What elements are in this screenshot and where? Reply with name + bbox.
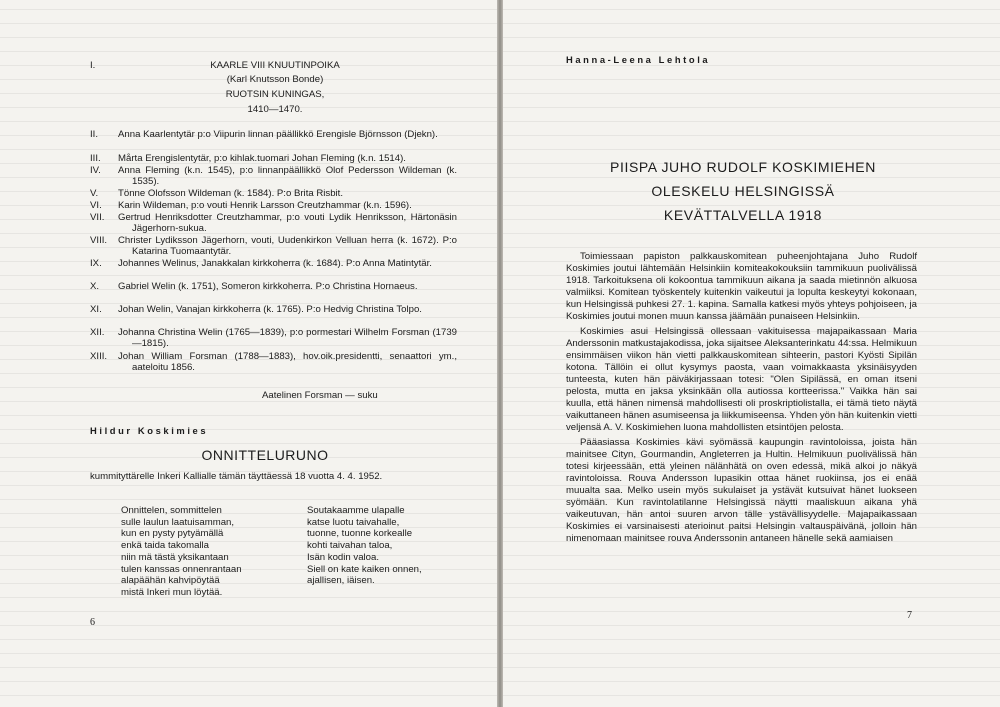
poem-title: ONNITTELURUNO — [201, 447, 329, 463]
gen-number: VIII. — [90, 235, 108, 246]
article-title — [563, 155, 923, 227]
page-number-left: 6 — [90, 617, 95, 628]
gen-entry: Mårta Erengislentytär, p:o kihlak.tuomari Johan Fleming (k.n. 1514). — [118, 153, 406, 164]
gen-entry: Johan William Forsman (1788—1883), hov.oik.presidentti, senaattori ym., aateloitu 1856. — [118, 351, 457, 374]
poem-stanza-1 — [121, 505, 242, 599]
gen-first-years: 1410—1470. — [247, 104, 303, 115]
article-title-line: PIISPA JUHO RUDOLF KOSKIMIEHEN — [610, 159, 876, 175]
article-paragraph: Pääasiassa Koskimies kävi syömässä kaupungin ravintoloissa, joista hän mainitsee Cityn, Gourmandin, Angleterren ja Hultin. Helmikuun puolivälissä hän totesi kirjeessään, että yleinen nälänhätä on oven edessä, mikä alkoi jo näkyä ravintoloissa. Rouva Andersson lupasikin ottaa hänet ruokiinsa, jos ei enää muualta saa. Melko usein myös sukulaiset ja ystävät kutsuivat hänet luokseen syömään. Kun ravintolatilanne Helsingissä näytti maaliskuun aikana yhä vaikeutuvan, hän antoi suuren arvon tälle ystävällisyydelle. Majapaikassaan Koskimies ei varsinaisesti aterioinut paitsi Helsingin valtauspäivänä, jolloin hän nimenomaan mainitsee rouva Anderssonin antaneen hänelle sekä aamiaisen — [566, 437, 917, 544]
gen-first-alt-name: (Karl Knutsson Bonde) — [226, 74, 324, 85]
article-title-line: KEVÄTTALVELLA 1918 — [663, 207, 823, 223]
poem-line: tulen kanssas onnenrantaan — [121, 563, 242, 575]
gen-first-title: RUOTSIN KUNINGAS, — [225, 89, 325, 100]
poem-line: ajallisen, iäisen. — [307, 575, 375, 587]
gen-number: IV. — [90, 165, 101, 176]
gen-number: IX. — [90, 258, 102, 269]
poem-line: kohti taivahan taloa, — [307, 540, 393, 552]
article-body — [566, 251, 917, 548]
gen-number: VI. — [90, 200, 102, 211]
gen-entry: Anna Fleming (k.n. 1545), p:o linnanpäällikkö Olof Pedersson Wildeman (k. 1535). — [118, 165, 457, 188]
gen-number: II. — [90, 129, 98, 140]
gen-number: XII. — [90, 327, 105, 338]
gen-entry: Christer Lydiksson Jägerhorn, vouti, Uudenkirkon Velluan herra (k. 1672). P:o Katarina Tuomaantytär. — [118, 235, 457, 258]
poem-line: sulle laulun laatuisamman, — [121, 516, 235, 528]
poem-line: Onnittelen, sommittelen — [121, 505, 222, 516]
article-author: Hanna-Leena Lehtola — [566, 54, 711, 65]
article-title-line: OLESKELU HELSINGISSÄ — [651, 183, 835, 199]
poem-line: alapäähän kahvipöytää — [121, 575, 220, 587]
gen-entry: Johanna Christina Welin (1765—1839), p:o pormestari Wilhelm Forsman (1739—1815). — [118, 327, 457, 350]
gen-entry: Tönne Olofsson Wildeman (k. 1584). P:o Brita Risbit. — [118, 188, 344, 199]
left-page — [0, 0, 497, 707]
family-line: Aatelinen Forsman — suku — [262, 390, 378, 401]
poem-line: Isän kodin valoa. — [307, 551, 379, 563]
poem-dedication: kummityttärelle Inkeri Kallialle tämän täyttäessä 18 vuotta 4. 4. 1952. — [90, 471, 383, 482]
gen-entry: Gertrud Henriksdotter Creutzhammar, p:o vouti Lydik Henriksson, Härtonäsin Jägerhorn-sukua. — [118, 212, 457, 235]
gen-entry: Johan Welin, Vanajan kirkkoherra (k. 1765). P:o Hedvig Christina Tolpo. — [118, 304, 422, 315]
gen-first-name: KAARLE VIII KNUUTINPOIKA — [210, 60, 340, 71]
poem-line: niin mä tästä yksikantaan — [121, 551, 229, 563]
gen-entry: Johannes Welinus, Janakkalan kirkkoherra (k. 1684). P:o Anna Matintytär. — [118, 258, 432, 269]
article-paragraph: Koskimies asui Helsingissä ollessaan vakituisessa majapaikassaan Maria Anderssonin matkustajakodissa, joka sijaitsee Aleksanterinkatu 44:ssa. Helmikuun ensimmäisen viikon hän vietti palkkauskomitean sihteerin, pastori Kyösti Sipilän kotona. Tällöin ei ollut kysymys paosta, vaan voimakkaasta yksinäisyyden tunteesta, kuten hän päiväkirjassaan totesi: "Olen Sipilässä, en oman itseni pelosta, mutta en jaksa yksinkään olla autiossa kortteerissa." Vaikka hän sai kuulla, että hänen nimensä mahdollisesti oli proskriptiolistalla, ei tämä tieto näytä vaikuttaneen hänen asumiseensa ja liikkumiseensa. Yhden yön hän kuitenkin vietti veljensä A. V. Koskimiehen luona mahdollisten etsintöjen pelosta. — [566, 326, 917, 433]
gen-number: X. — [90, 281, 100, 292]
gen-number: XI. — [90, 304, 102, 315]
article-paragraph: Toimiessaan papiston palkkauskomitean puheenjohtajana Juho Rudolf Koskimies joutui lähtemään Helsinkiin komiteakokouksiin tammikuun puolivälissä 1918. Tarkoituksena oli kokoontua tammikuun aikana ja saada mietinnön alkuosa valmiiksi. Komitean työskentely kuitenkin vaikeutui ja lopulta keskeytyi kokonaan, kun Helsingissä puhkesi 27. 1. kapina. Samalla katkesi myös yhteys pohjoiseen, ja Koskimies joutui monen muun kanssa jäämään punaiseen Helsinkiin. — [566, 251, 917, 322]
poem-line: mistä Inkeri mun löytää. — [121, 586, 223, 598]
gen-entry: Karin Wildeman, p:o vouti Henrik Larsson Creutzhammar (k.n. 1596). — [118, 200, 412, 211]
poem-stanza-2 — [307, 505, 422, 587]
poem-line: kun en pysty pytyämällä — [121, 528, 224, 540]
poem-line: tuonne, tuonne korkealle — [307, 528, 413, 540]
page-number-right: 7 — [907, 610, 912, 621]
gen-number: III. — [90, 153, 101, 164]
right-page — [503, 0, 1000, 707]
poem-line: katse luotu taivahalle, — [307, 516, 400, 528]
gen-entry: Anna Kaarlentytär p:o Viipurin linnan päällikkö Erengisle Björnsson (Djekn). — [118, 129, 438, 140]
poem-line: enkä taida takomalla — [121, 540, 209, 552]
poem-author: Hildur Koskimies — [90, 425, 209, 436]
poem-line: Soutakaamme ulapalle — [307, 505, 405, 516]
gen-number-1: I. — [90, 60, 96, 71]
gen-entry: Gabriel Welin (k. 1751), Someron kirkkoherra. P:o Christina Hornaeus. — [118, 281, 418, 292]
gen-number: V. — [90, 188, 99, 199]
poem-line: Siell on kate kaiken onnen, — [307, 563, 422, 575]
gen-number: XIII. — [90, 351, 108, 362]
gen-number: VII. — [90, 212, 105, 223]
